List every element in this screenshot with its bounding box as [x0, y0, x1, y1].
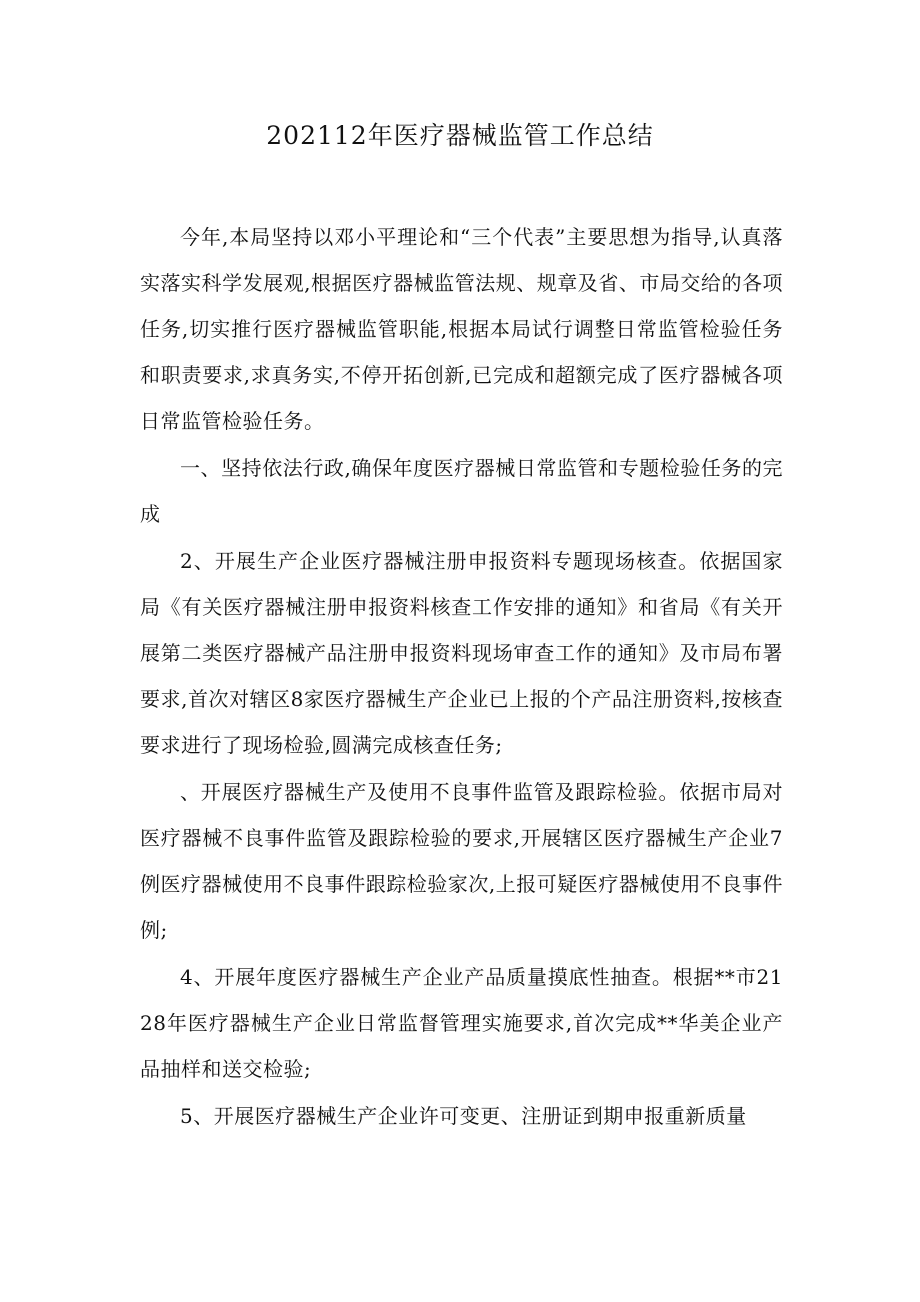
- document-title: 202112年医疗器械监管工作总结: [266, 121, 654, 150]
- paragraph-item-2: 2、开展生产企业医疗器械注册申报资料专题现场核查。依据国家局《有关医疗器械注册申报资料核查工作安排的通知》和省局《有关开展第二类医疗器械产品注册申报资料现场审查工作的通知》及市局布署要求,首次对辖区8家医疗器械生产企业已上报的个产品注册资料,按核查要求进行了现场检验,圆满完成核查任务;: [140, 549, 783, 757]
- document-body: [140, 214, 783, 1140]
- paragraph-item-4: 4、开展年度医疗器械生产企业产品质量摸底性抽查。根据**市2128年医疗器械生产企业日常监督管理实施要求,首次完成**华美企业产品抽样和送交检验;: [140, 965, 783, 1081]
- paragraph-intro: 今年,本局坚持以邓小平理论和“三个代表”主要思想为指导,认真落实落实科学发展观,根据医疗器械监管法规、规章及省、市局交给的各项任务,切实推行医疗器械监管职能,根据本局试行调整日常监管检验任务和职责要求,求真务实,不停开拓创新,已完成和超额完成了医疗器械各项日常监管检验任务。: [140, 225, 783, 433]
- paragraph-item-5: 5、开展医疗器械生产企业许可变更、注册证到期申报重新质量: [180, 1104, 747, 1128]
- paragraph-section-1-heading: 一、坚持依法行政,确保年度医疗器械日常监管和专题检验任务的完成: [140, 456, 783, 526]
- paragraph-item-3: 、开展医疗器械生产及使用不良事件监管及跟踪检验。依据市局对医疗器械不良事件监管及跟踪检验的要求,开展辖区医疗器械生产企业7例医疗器械使用不良事件跟踪检验家次,上报可疑医疗器械使用不良事件例;: [140, 780, 783, 942]
